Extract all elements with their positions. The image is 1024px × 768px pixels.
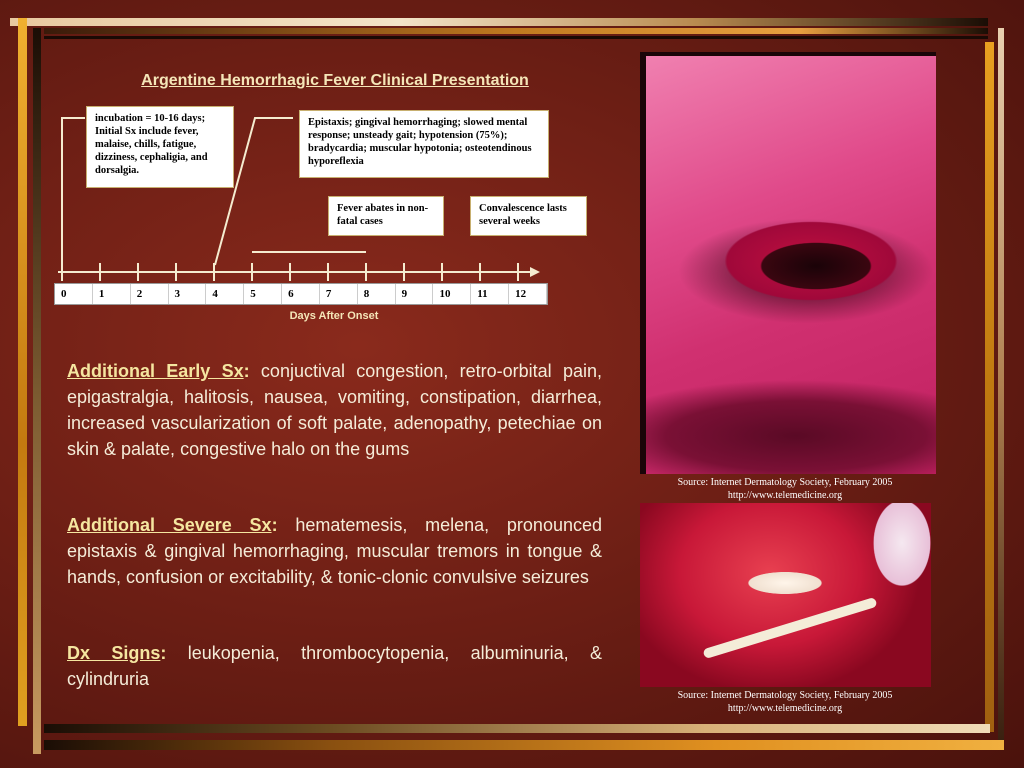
severe-symptoms-text: hematemesis, melena, pronounced epistaxis & gingival hemorrhaging, muscular tremors in tongue & hands, confusion or excitability, & tonic-clonic convulsive seizures bbox=[67, 515, 603, 587]
severe-symptoms-heading: Additional Severe Sx bbox=[67, 515, 272, 535]
timeline-day-label: 5 bbox=[244, 284, 282, 304]
timeline-day-labels bbox=[54, 283, 548, 305]
early-symptoms-paragraph bbox=[67, 358, 602, 462]
incubation-connector bbox=[62, 118, 85, 270]
timeline-day-label: 12 bbox=[509, 284, 547, 304]
timeline-day-label: 11 bbox=[471, 284, 509, 304]
eye-photo-url: http://www.telemedicine.org bbox=[727, 490, 843, 501]
eye-hemorrhage-photo bbox=[640, 52, 936, 474]
callout-epistaxis: Epistaxis; gingival hemorrhaging; slowed mental response; unsteady gait; hypotension (75%); bradycardia; muscular hypotonia; osteotendinous hyporeflexia bbox=[299, 110, 549, 178]
toothbrush-shape bbox=[702, 597, 877, 659]
timeline-arrowhead bbox=[530, 267, 540, 277]
mouth-photo-url: http://www.telemedicine.org bbox=[727, 703, 843, 714]
timeline-day-label: 7 bbox=[320, 284, 358, 304]
timeline-day-label: 1 bbox=[93, 284, 131, 304]
dx-signs-colon: : bbox=[160, 643, 167, 663]
timeline-day-label: 0 bbox=[55, 284, 93, 304]
mouth-photo-source: Source: Internet Dermatology Society, February 2005 bbox=[677, 690, 893, 701]
timeline-day-label: 9 bbox=[396, 284, 434, 304]
dx-signs-heading: Dx Signs bbox=[67, 643, 161, 663]
timeline-day-label: 6 bbox=[282, 284, 320, 304]
early-symptoms-text: conjuctival congestion, retro-orbital pain, epigastralgia, halitosis, nausea, vomiting, constipation, diarrhea, increased vascularization of soft palate, adenopathy, petechiae on skin & palate, congestive halo on the gums bbox=[67, 361, 602, 459]
eye-photo-source: Source: Internet Dermatology Society, February 2005 bbox=[677, 477, 893, 488]
dx-signs-text: leukopenia, thrombocytopenia, albuminuria, & cylindruria bbox=[67, 643, 602, 689]
callout-incubation: incubation = 10-16 days; Initial Sx include fever, malaise, chills, fatigue, dizziness, cephaligia, and dorsalgia. bbox=[86, 106, 234, 188]
axis-label: Days After Onset bbox=[289, 310, 379, 322]
timeline-day-label: 3 bbox=[169, 284, 207, 304]
timeline-day-label: 8 bbox=[358, 284, 396, 304]
callout-convalescence: Convalescence lasts several weeks bbox=[470, 196, 587, 236]
early-symptoms-colon: : bbox=[243, 361, 250, 381]
timeline-day-label: 4 bbox=[206, 284, 244, 304]
timeline-day-label: 10 bbox=[433, 284, 471, 304]
callout-fever-abates: Fever abates in non-fatal cases bbox=[328, 196, 444, 236]
dx-signs-paragraph bbox=[67, 640, 602, 692]
mouth-photo-caption bbox=[640, 689, 930, 715]
severe-symptoms-colon: : bbox=[271, 515, 278, 535]
early-symptoms-heading: Additional Early Sx bbox=[67, 361, 244, 381]
slide-title: Argentine Hemorrhagic Fever Clinical Presentation bbox=[141, 72, 529, 89]
eye-photo-caption bbox=[640, 476, 930, 502]
timeline-day-label: 2 bbox=[131, 284, 169, 304]
gingival-hemorrhage-photo bbox=[640, 503, 931, 687]
severe-symptoms-paragraph bbox=[67, 512, 602, 590]
